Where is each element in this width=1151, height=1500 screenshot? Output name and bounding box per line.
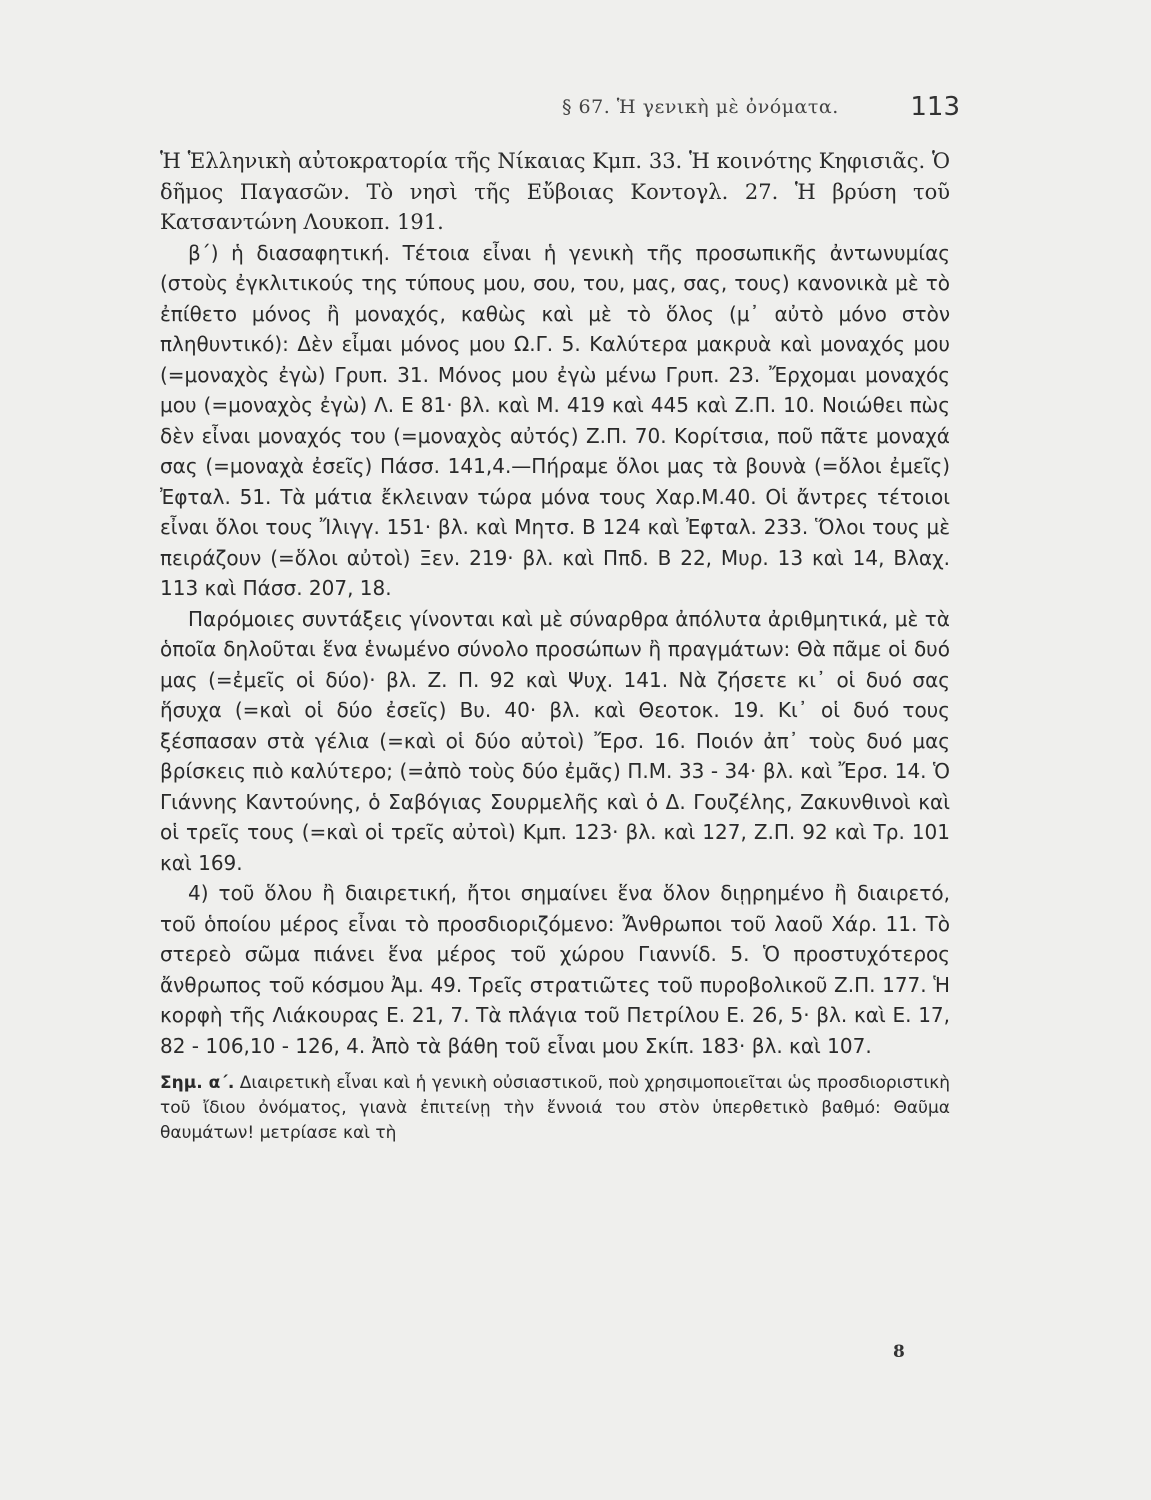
page-header xyxy=(160,92,960,136)
body-text xyxy=(160,146,950,1163)
note-text: Διαιρετικὴ εἶναι καὶ ἡ γενικὴ οὐσιαστικοῦ, ποὺ χρησιμοποιεῖται ὡς προσδιοριστικὴ τοῦ ἴδιου ὀνόματος, γιανὰ ἐπιτείνῃ τὴν ἔννοιά του στὸν ὑπερθετικὸ βαθμό: Θαῦμα θαυμάτων! μετρίασε καὶ τὴ xyxy=(160,1073,950,1143)
footnote xyxy=(160,1071,950,1146)
paragraph-diairetiki: 4) τοῦ ὅλου ἢ διαιρετική, ἤτοι σημαίνει ἕνα ὅλον διῃρημένο ἢ διαιρετό, τοῦ ὁποίου μέρος εἶναι τὸ προσδιοριζόμενο: Ἄνθρωποι τοῦ λαοῦ Χάρ. 11. Τὸ στερεὸ σῶμα πιάνει ἕνα μέρος τοῦ χώρου Γιαννίδ. 5. Ὁ προστυχότερος ἄνθρωπος τοῦ κόσμου Ἀμ. 49. Τρεῖς στρατιῶτες τοῦ πυροβολικοῦ Ζ.Π. 177. Ἡ κορφὴ τῆς Λιάκουρας Ε. 21, 7. Τὰ πλάγια τοῦ Πετρίλου Ε. 26, 5· βλ. καὶ Ε. 17, 82 - 106,10 - 126, 4. Ἀπὸ τὰ βάθη τοῦ εἶναι μου Σκίπ. 183· βλ. καὶ 107. xyxy=(160,881,950,1058)
paragraph-numerals: Παρόμοιες συντάξεις γίνονται καὶ μὲ σύναρθρα ἀπόλυτα ἀριθμητικά, μὲ τὰ ὁποῖα δηλοῦται ἕνα ἑνωμένο σύνολο προσώπων ἢ πραγμάτων: Θὰ πᾶμε οἱ δυό μας (=ἐμεῖς οἱ δύο)· βλ. Ζ. Π. 92 καὶ Ψυχ. 141. Νὰ ζήσετε κι᾽ οἱ δυό σας ἥσυχα (=καὶ οἱ δύο ἐσεῖς) Βυ. 40· βλ. καὶ Θεοτοκ. 19. Κι᾽ οἱ δυό τους ξέσπασαν στὰ γέλια (=καὶ οἱ δύο αὐτοὶ) Ἔρσ. 16. Ποιόν ἀπ᾽ τοὺς δυό μας βρίσκεις πιὸ καλύτερο; (=ἀπὸ τοὺς δύο ἐμᾶς) Π.Μ. 33 - 34· βλ. καὶ Ἔρσ. 14. Ὁ Γιάννης Καντούνης, ὁ Σαβόγιας Σουρμελῆς καὶ ὁ Δ. Γουζέλης, Ζακυνθινοὶ καὶ οἱ τρεῖς τους (=καὶ οἱ τρεῖς αὐτοὶ) Κμπ. 123· βλ. καὶ 127, Ζ.Π. 92 καὶ Τρ. 101 καὶ 169. xyxy=(160,606,950,875)
page-number: 113 xyxy=(910,92,960,122)
note-label: Σημ. α΄. xyxy=(160,1073,235,1093)
signature-mark: 8 xyxy=(893,1342,905,1362)
paragraph-diasafitiki: β΄) ἡ διασαφητική. Τέτοια εἶναι ἡ γενικὴ τῆς προσωπικῆς ἀντωνυμίας (στοὺς ἐγκλιτικούς της τύπους μου, σου, του, μας, σας, τους) κανονικὰ μὲ τὸ ἐπίθετο μόνος ἢ μοναχός, καθὼς καὶ μὲ τὸ ὅλος (μ᾽ αὐτὸ μόνο στὸν πληθυντικό): Δὲν εἶμαι μόνος μου Ω.Γ. 5. Καλύτερα μακρυὰ καὶ μοναχός μου (=μοναχὸς ἐγὼ) Γρυπ. 31. Μόνος μου ἐγὼ μένω Γρυπ. 23. Ἔρχομαι μοναχός μου (=μοναχὸς ἐγὼ) Λ. Ε 81· βλ. καὶ Μ. 419 καὶ 445 καὶ Ζ.Π. 10. Νοιώθει πὼς δὲν εἶναι μοναχός του (=μοναχὸς αὐτός) Ζ.Π. 70. Κορίτσια, ποῦ πᾶτε μοναχά σας (=μοναχὰ ἐσεῖς) Πάσσ. 141,4.—Πήραμε ὅλοι μας τὰ βουνὰ (=ὅλοι ἐμεῖς) Ἐφταλ. 51. Τὰ μάτια ἔκλειναν τώρα μόνα τους Χαρ.Μ.40. Οἱ ἄντρες τέτοιοι εἶναι ὅλοι τους Ἴλιγγ. 151· βλ. καὶ Μητσ. Β 124 καὶ Ἐφταλ. 233. Ὅλοι τους μὲ πειράζουν (=ὅλοι αὐτοὶ) Ξεν. 219· βλ. καὶ Ππδ. Β 22, Μυρ. 13 καὶ 14, Βλαχ. 113 καὶ Πάσσ. 207, 18. xyxy=(160,240,950,600)
paragraph-examples-place: Ἡ Ἑλληνικὴ αὐτοκρατορία τῆς Νίκαιας Κμπ. 33. Ἡ κοινότης Κηφισιᾶς. Ὁ δῆμος Παγασῶν. Τὸ νησὶ τῆς Εὔβοιας Κοντογλ. 27. Ἡ βρύση τοῦ Κατσαντώνη Λουκοπ. 191. xyxy=(160,149,950,234)
running-head: § 67. Ἡ γενικὴ μὲ ὀνόματα. xyxy=(562,96,839,118)
